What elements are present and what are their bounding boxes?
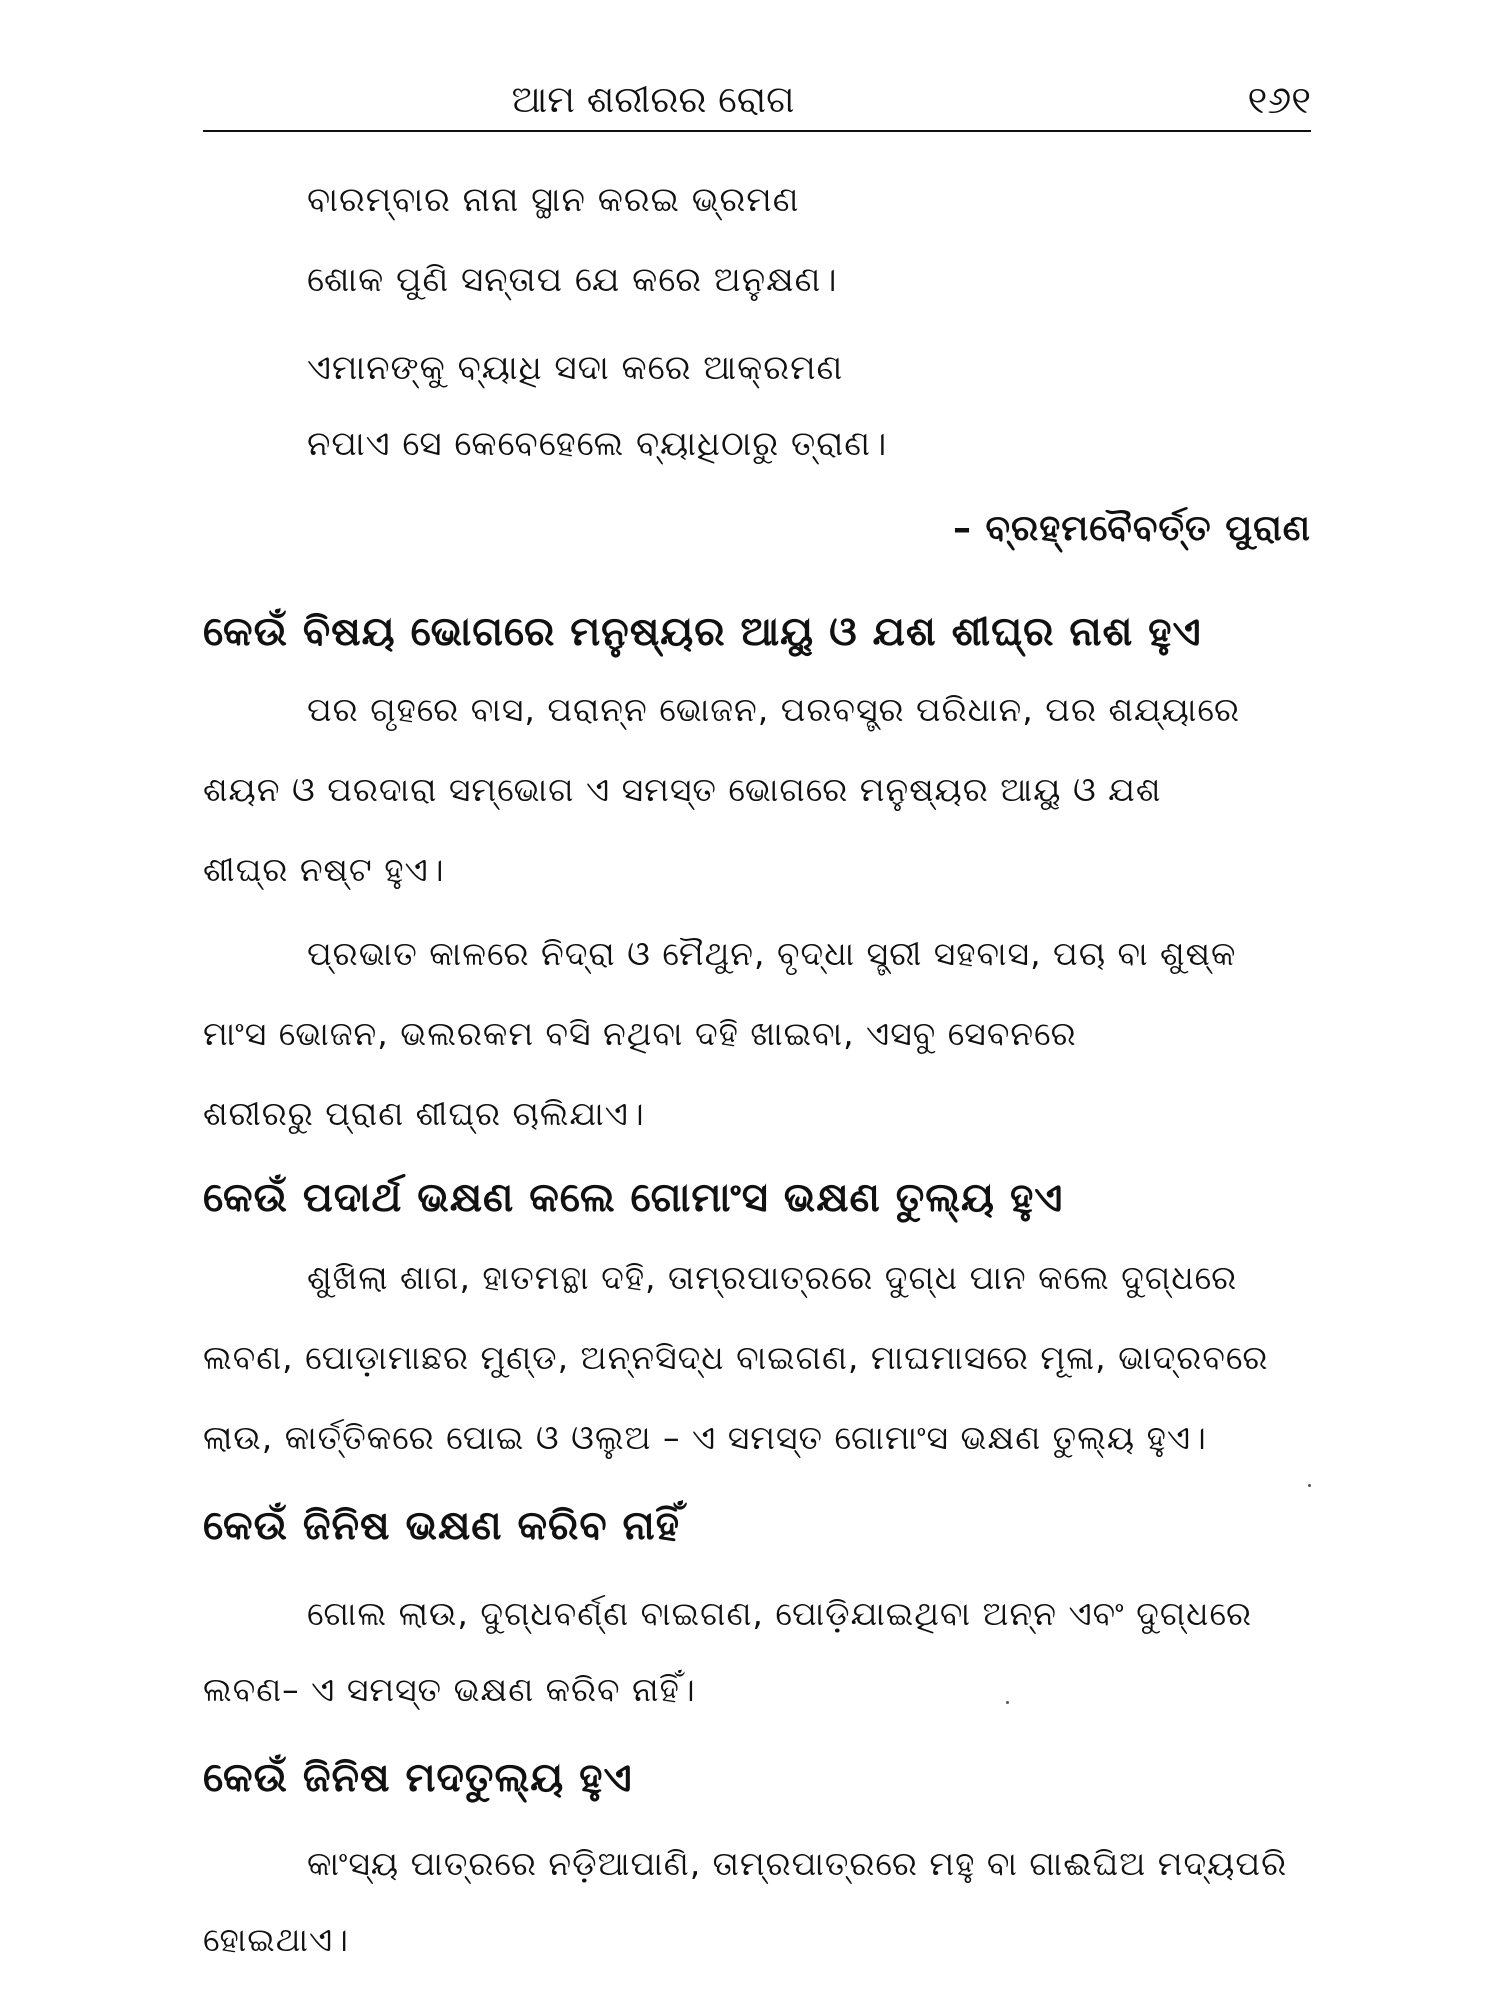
paragraph-line: ଶୟନ ଓ ପରଦାରା ସମ୍ଭୋଗ ଏ ସମସ୍ତ ଭୋଗରେ ମନୁଷ୍ୟର ଆୟୁ ଓ ଯଶ bbox=[203, 770, 1162, 809]
section-heading: କେଉଁ ଜିନିଷ ଭକ୍ଷଣ କରିବ ନାହିଁ bbox=[203, 1503, 681, 1549]
verse-line: ବାରମ୍ବାର ନାନା ସ୍ଥାନ କରଇ ଭ୍ରମଣ bbox=[307, 180, 800, 220]
verse-line: ଏମାନଙ୍କୁ ବ୍ୟାଧି ସଦା କରେ ଆକ୍ରମଣ bbox=[307, 348, 844, 388]
running-title: ଆମ ଶରୀରର ରୋଗ bbox=[511, 78, 795, 121]
verse-line: ଶୋକ ପୁଣି ସନ୍ତାପ ଯେ କରେ ଅନୁକ୍ଷଣ। bbox=[307, 260, 838, 300]
paragraph-line: ଶୀଘ୍ର ନଷ୍ଟ ହୁଏ। bbox=[203, 850, 445, 889]
verse-line: ନପାଏ ସେ କେବେହେଲେ ବ୍ୟାଧିଠାରୁ ତ୍ରାଣ। bbox=[307, 424, 888, 464]
paragraph-line: ମାଂସ ଭୋଜନ, ଭଲରକମ ବସି ନଥିବା ଦହି ଖାଇବା, ଏସବୁ ସେବନରେ bbox=[203, 1014, 1077, 1053]
paragraph-line: ଲବଣ– ଏ ସମସ୍ତ ଭକ୍ଷଣ କରିବ ନାହିଁ। bbox=[203, 1670, 696, 1709]
page-header bbox=[203, 72, 1311, 128]
paragraph-line: ହୋଇଥାଏ। bbox=[203, 1920, 350, 1959]
print-speck bbox=[1308, 1484, 1311, 1487]
paragraph-line: ଲବଣ, ପୋଡ଼ାମାଛର ମୁଣ୍ଡ, ଅନ୍ନସିଦ୍ଧ ବାଇଗଣ, ମାଘମାସରେ ମୂଳା, ଭାଦ୍ରବରେ bbox=[203, 1338, 1269, 1377]
paragraph-line: ଶରୀରରୁ ପ୍ରାଣ ଶୀଘ୍ର ଚାଲିଯାଏ। bbox=[203, 1094, 645, 1133]
paragraph-line: ଶୁଖିଲା ଶାଗ, ହାତମନ୍ଥା ଦହି, ତାମ୍ରପାତ୍ରରେ ଦୁଗ୍ଧ ପାନ କଲେ ଦୁଗ୍ଧରେ bbox=[307, 1258, 1238, 1297]
paragraph-line: କାଂସ୍ୟ ପାତ୍ରରେ ନଡ଼ିଆପାଣି, ତାମ୍ରପାତ୍ରରେ ମହୁ ବା ଗାଈଘିଅ ମଦ୍ୟପରି bbox=[307, 1844, 1288, 1883]
paragraph-line: ପର ଗୃହରେ ବାସ, ପରାନ୍ନ ଭୋଜନ, ପରବସ୍ତ୍ର ପରିଧାନ, ପର ଶଯ୍ୟାରେ bbox=[307, 690, 1240, 729]
page-number: ୧୬୧ bbox=[1247, 78, 1311, 122]
paragraph-line: ପ୍ରଭାତ କାଳରେ ନିଦ୍ରା ଓ ମୈଥୁନ, ବୃଦ୍ଧା ସ୍ତ୍ରୀ ସହବାସ, ପଚା ବା ଶୁଷ୍କ bbox=[307, 934, 1237, 973]
section-heading: କେଉଁ ଜିନିଷ ମଦତୁଲ୍ୟ ହୁଏ bbox=[203, 1755, 633, 1801]
section-heading: କେଉଁ ପଦାର୍ଥ ଭକ୍ଷଣ କଲେ ଗୋମାଂସ ଭକ୍ଷଣ ତୁଲ୍ୟ ହୁଏ bbox=[203, 1175, 1064, 1221]
print-speck bbox=[1006, 1701, 1009, 1704]
paragraph-line: ଲାଉ, କାର୍ତ୍ତିକରେ ପୋଇ ଓ ଓଲୁଅ – ଏ ସମସ୍ତ ଗୋମାଂସ ଭକ୍ଷଣ ତୁଲ୍ୟ ହୁଏ। bbox=[203, 1418, 1207, 1457]
paragraph-line: ଗୋଲ ଲାଉ, ଦୁଗ୍ଧବର୍ଣ୍ଣ ବାଇଗଣ, ପୋଡ଼ିଯାଇଥିବା ଅନ୍ନ ଏବଂ ଦୁଗ୍ଧରେ bbox=[307, 1594, 1253, 1633]
header-rule bbox=[203, 130, 1311, 132]
verse-attribution: – ବ୍ରହ୍ମବୈବର୍ତ୍ତ ପୁରାଣ bbox=[952, 508, 1311, 549]
section-heading: କେଉଁ ବିଷୟ ଭୋଗରେ ମନୁଷ୍ୟର ଆୟୁ ଓ ଯଶ ଶୀଘ୍ର ନାଶ ହୁଏ bbox=[203, 609, 1202, 655]
